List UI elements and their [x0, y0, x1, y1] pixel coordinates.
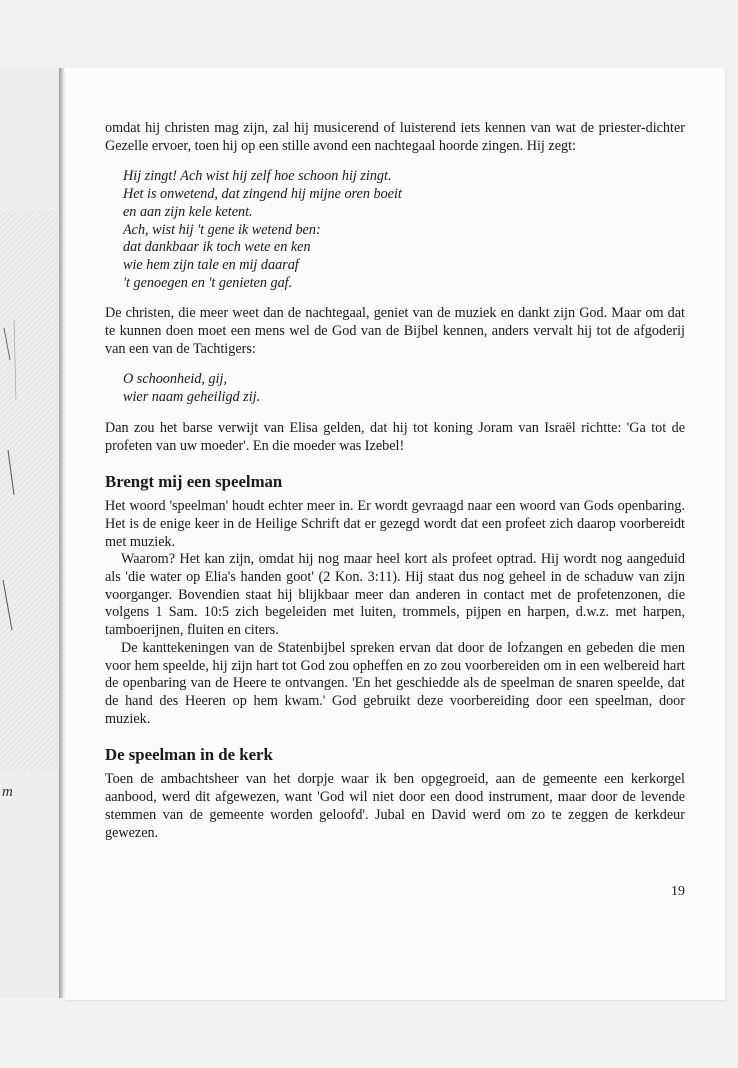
paragraph: De kanttekeningen van de Statenbijbel spreken ervan dat door de lofzangen en gebeden die men voor hem speelde, hij zijn hart tot God zou opheffen en zo zou voorbereiden om in een welbereid hart de openbaring van de Heere te ontvangen. 'En het geschiedde als de speelman de snaren speelde, dat de hand des Heeren op hem kwam.' God gebruikt deze voorbereiding door een speelman, door muziek.: [105, 639, 685, 727]
poem-gezelle: [105, 168, 685, 292]
poem-tachtigers: [105, 371, 685, 406]
left-page-illustration: [0, 210, 58, 770]
paragraph: omdat hij christen mag zijn, zal hij musicerend of luisterend iets kennen van wat de priester-dichter Gezelle ervoer, toen hij op een stille avond een nachtegaal hoorde zingen. Hij zegt:: [105, 120, 685, 154]
poem-line: Ach, wist hij 't gene ik wetend ben:: [123, 221, 321, 238]
poem-line: en aan zijn kele ketent.: [123, 203, 253, 220]
section-heading: De speelman in de kerk: [105, 745, 273, 765]
left-page-fragment: m: [2, 784, 13, 800]
poem-line: wie hem zijn tale en mij daaraf: [123, 256, 299, 273]
left-page-edge: [0, 68, 62, 998]
paragraph: Toen de ambachtsheer van het dorpje waar ik ben opgegroeid, aan de gemeente een kerkorgel aanbood, werd dit afgewezen, want 'God wil niet door een dood instrument, maar door de levende stemmen van de gemeente worden geloofd'. Jubal en David werd om zo te zeggen de kerkdeur gewezen.: [105, 771, 685, 841]
illustration-lines: [0, 210, 58, 770]
page-content: [105, 120, 685, 842]
poem-line: dat dankbaar ik toch wete en ken: [123, 239, 311, 256]
poem-line: wier naam geheiligd zij.: [123, 389, 261, 406]
book-page: [65, 68, 725, 1000]
page-number: 19: [671, 884, 685, 899]
poem-line: 't genoegen en 't genieten gaf.: [123, 274, 293, 291]
poem-line: O schoonheid, gij,: [123, 371, 228, 388]
poem-line: Het is onwetend, dat zingend hij mijne oren boeit: [123, 186, 402, 203]
poem-line: Hij zingt! Ach wist hij zelf hoe schoon hij zingt.: [123, 168, 392, 185]
paragraph: Dan zou het barse verwijt van Elisa gelden, dat hij tot koning Joram van Israël richtte: 'Ga tot de profeten van uw moeder'. En die moeder was Izebel!: [105, 419, 685, 454]
paragraph: Het woord 'speelman' houdt echter meer in. Er wordt gevraagd naar een woord van Gods openbaring. Het is de enige keer in de Heilige Schrift dat er gezegd wordt dat een profeet zich daarop voorbereidt met muziek.: [105, 498, 685, 550]
paragraph: Waarom? Het kan zijn, omdat hij nog maar heel kort als profeet optrad. Hij wordt nog aangeduid als 'die water op Elia's handen goot' (2 Kon. 3:11). Hij staat dus nog geheel in de schaduw van zijn voorganger. Bovendien staat hij blijkbaar meer dan anderen in contact met de profetenzonen, die volgens 1 Sam. 10:5 zich begeleiden met luiten, trommels, pijpen en harpen, d.w.z. met harpen, tamboerijnen, fluiten en citers.: [105, 551, 685, 639]
paragraph: De christen, die meer weet dan de nachtegaal, geniet van de muziek en dankt zijn God. Maar om dat te kunnen doen moet een mens wel de God van de Bijbel kennen, anders vervalt hij tot de afgoderij van een van de Tachtigers:: [105, 305, 685, 357]
section-heading: Brengt mij een speelman: [105, 472, 283, 492]
